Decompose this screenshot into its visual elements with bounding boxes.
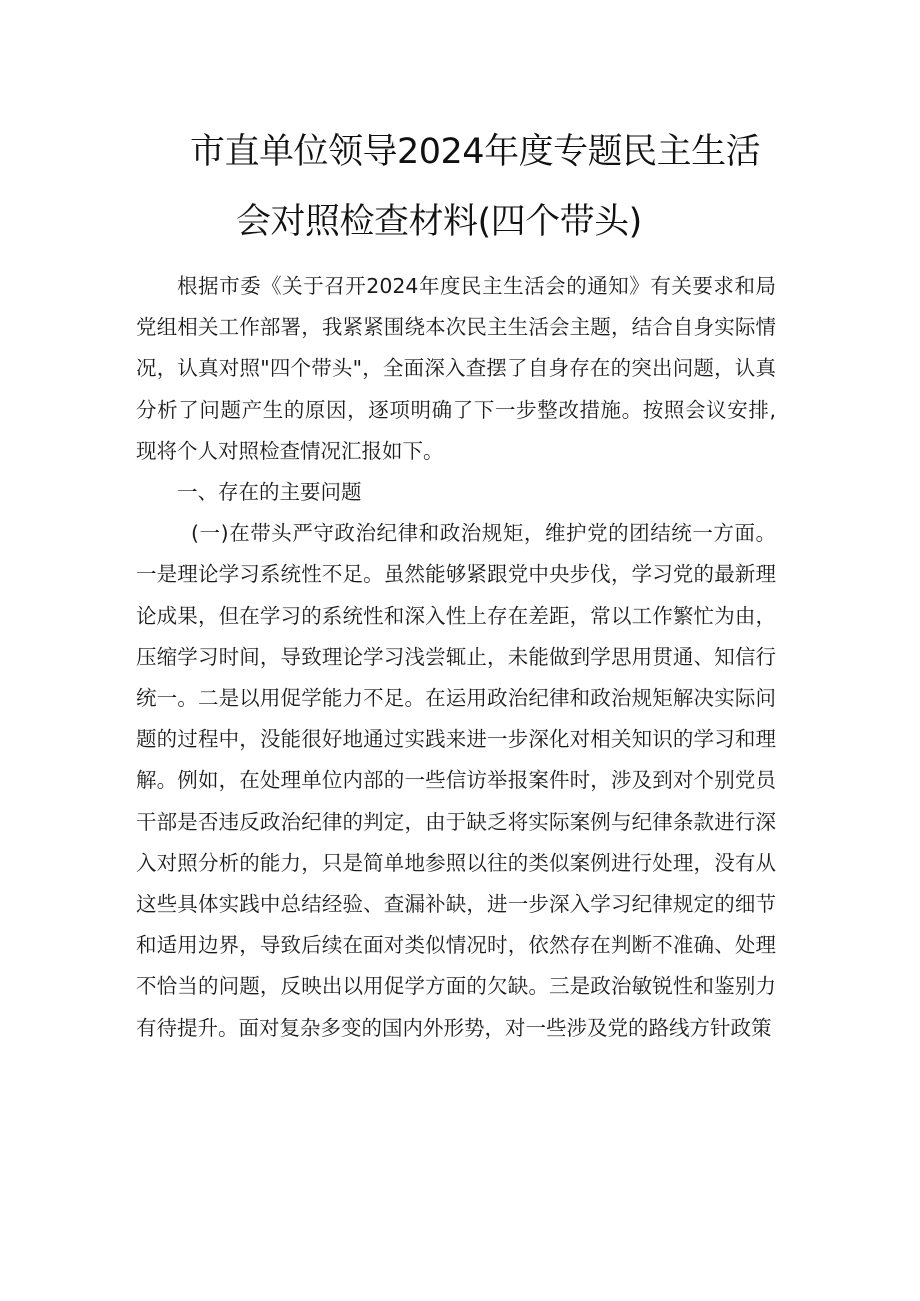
section-paragraph: (一)在带头严守政治纪律和政治规矩，维护党的团结统一方面。一是理论学习系统性不足。虽然能够紧跟党中央步伐，学习党的最新理论成果，但在学习的系统性和深入性上存在差距，常以工作繁忙为由，压缩学习时间，导致理论学习浅尝辄止，未能做到学思用贯通、知信行统一。二是以用促学能力不足。在运用政治纪律和政治规矩解决实际问题的过程中，没能很好地通过实践来进一步深化对相关知识的学习和理解。例如，在处理单位内部的一些信访举报案件时，涉及到对个别党员干部是否违反政治纪律的判定，由于缺乏将实际案例与纪律条款进行深入对照分析的能力，只是简单地参照以往的类似案例进行处理，没有从这些具体实践中总结经验、查漏补缺，进一步深入学习纪律规定的细节和适用边界，导致后续在面对类似情况时，依然存在判断不准确、处理不恰当的问题，反映出以用促学方面的欠缺。三是政治敏锐性和鉴别力有待提升。面对复杂多变的国内外形势，对一些涉及党的路线方针政策 [136,521,776,1040]
section-heading: 一、存在的主要问题 [177,480,362,505]
document-title-line-1: 市直单位领导2024年度专题民主生活 [190,132,761,172]
document-body [136,266,776,1049]
document-title-line-2: 会对照检查材料(四个带头) [236,202,642,242]
intro-paragraph: 根据市委《关于召开2024年度民主生活会的通知》有关要求和局党组相关工作部署，我紧紧围绕本次民主生活会主题，结合自身实际情况，认真对照"四个带头"，全面深入查摆了自身存在的突出问题，认真分析了问题产生的原因，逐项明确了下一步整改措施。按照会议安排,现将个人对照检查情况汇报如下。 [136,274,776,463]
